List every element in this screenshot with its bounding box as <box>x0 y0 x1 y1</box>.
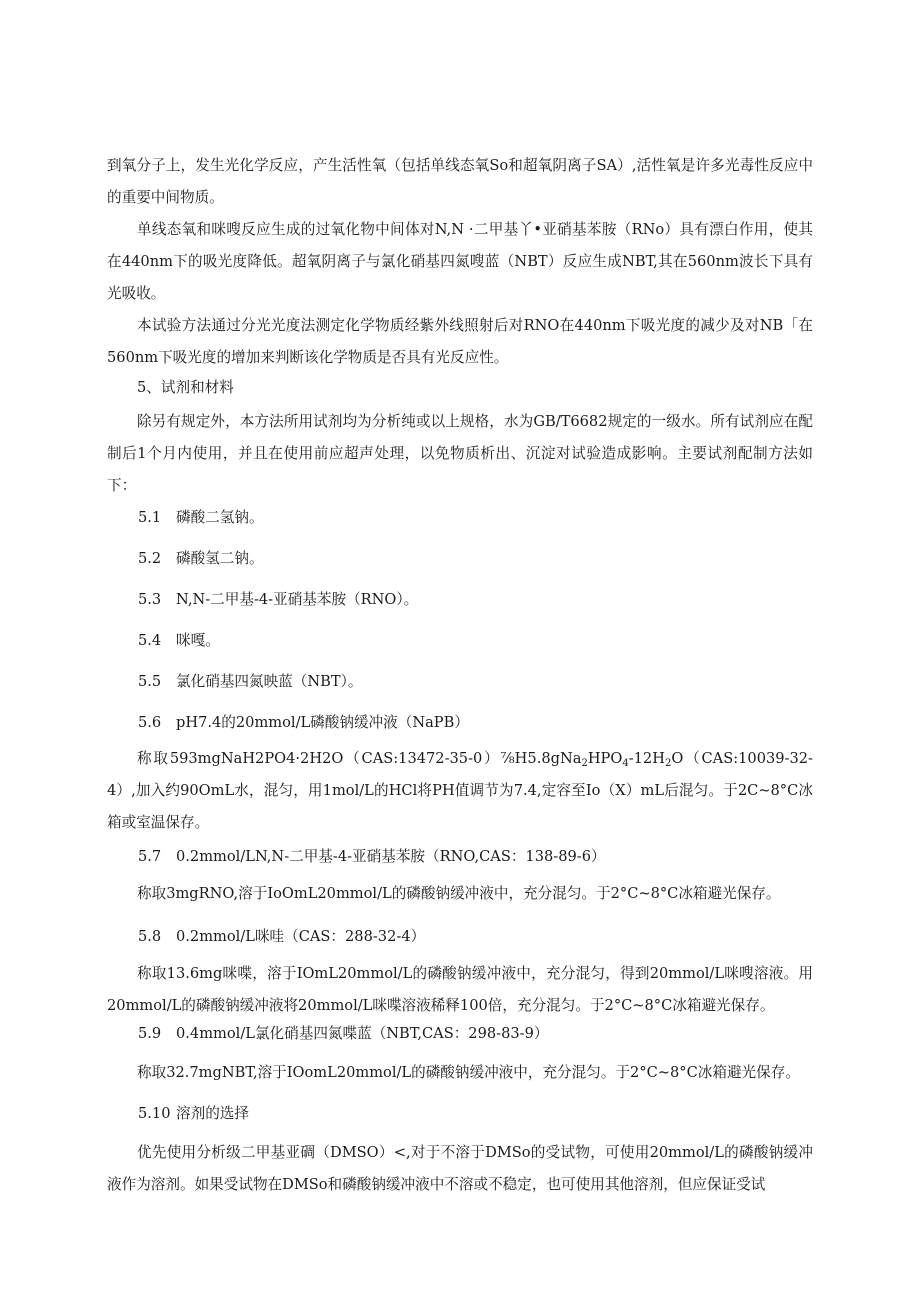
paragraph-reactive-oxygen: 到氧分子上，发生光化学反应，产生活性氧（包括单线态氧So和超氧阴离子SA）,活性氧是许多光毒性反应中的重要中间物质。 <box>107 157 813 206</box>
list-item-5-7 <box>138 841 818 873</box>
paragraph-method-principle: 本试验方法通过分光光度法测定化学物质经紫外线照射后对RNO在440nm下吸光度的减少及对NB「在560nm下吸光度的增加来判断该化学物质是否具有光反应性。 <box>107 317 813 366</box>
item-number: 5.8 <box>138 928 162 945</box>
list-item-5-6 <box>138 707 818 739</box>
item-number: 5.7 <box>138 848 162 865</box>
item-text: 0.4mmol/L氯化硝基四氮喋蓝（NBT,CAS：298-83-9） <box>176 1025 549 1042</box>
paragraph-nbt-preparation: 称取32.7mgNBT,溶于IOomL20mmol/L的磷酸钠缓冲液中，充分混匀。于2°C~8°C冰箱避光保存。 <box>137 1064 800 1081</box>
napb-sub-2: 4 <box>622 758 629 769</box>
item-text: N,N-二甲基-4-亚硝基苯胺（RNO）。 <box>176 591 419 608</box>
item-text: 溶剂的选择 <box>176 1105 249 1122</box>
paragraph-imidazole-preparation: 称取13.6mg咪喋，溶于IOmL20mmol/L的磷酸钠缓冲液中，充分混匀，得到20mmol/L咪嗖溶液。用20mmol/L的磷酸钠缓冲液将20mmol/L咪喋溶液稀释100倍，充分混匀。于2°C~8°C冰箱避光保存。 <box>107 965 813 1014</box>
list-item-5-4 <box>138 625 818 657</box>
section-heading-reagents: 5、试剂和材料 <box>137 379 234 396</box>
item-number: 5.4 <box>138 632 162 649</box>
item-number: 5.10 <box>138 1105 171 1122</box>
napb-text-2: HPO <box>587 750 623 767</box>
item-number: 5.9 <box>138 1025 162 1042</box>
list-item-5-9 <box>138 1018 818 1050</box>
item-number: 5.1 <box>138 509 162 526</box>
item-number: 5.5 <box>138 673 162 690</box>
item-text: 0.2mmol/LN,N-二甲基-4-亚硝基苯胺（RNO,CAS：138-89-6） <box>176 848 606 865</box>
list-item-5-5 <box>138 666 818 698</box>
list-item-5-8 <box>138 921 818 953</box>
napb-text-3: -12H <box>628 750 665 767</box>
item-text: 磷酸二氢钠。 <box>176 509 264 526</box>
item-number: 5.2 <box>138 550 162 567</box>
item-text: 0.2mmol/L咪哇（CAS：288-32-4） <box>176 928 426 945</box>
list-item-5-2 <box>138 543 818 575</box>
item-text: 磷酸氢二钠。 <box>176 550 264 567</box>
napb-sub-3: 2 <box>664 758 672 769</box>
paragraph-reagent-requirements: 除另有规定外，本方法所用试剂均为分析纯或以上规格，水为GB/T6682规定的一级水。所有试剂应在配制后1个月内使用，并且在使用前应超声处理，以免物质析出、沉淀对试验造成影响。主要试剂配制方法如下： <box>107 413 813 494</box>
napb-text-4: O（CAS:10039-32-4）,加入约90OmL水，混匀，用1mol/L的HCl将PH值调节为7.4,定容至Io（X）mL后混匀。于2C~8°C冰箱或室温保存。 <box>107 750 813 831</box>
item-text: pH7.4的20mmol/L磷酸钠缓冲液（NaPB） <box>176 714 469 731</box>
item-text: 咪嘎。 <box>176 632 220 649</box>
list-item-5-10 <box>138 1098 818 1130</box>
napb-sub-1: 2 <box>581 758 588 769</box>
napb-text-1: 称取593mgNaH2PO4·2H2O（CAS:13472-35-0）⅞H5.8gNa <box>137 750 582 767</box>
paragraph-rno-preparation: 称取3mgRNO,溶于IoOmL20mmol/L的磷酸钠缓冲液中，充分混匀。于2°C~8°C冰箱避光保存。 <box>137 885 781 902</box>
item-number: 5.3 <box>138 591 162 608</box>
paragraph-solvent-selection: 优先使用分析级二甲基亚碉（DMSO）<,对于不溶于DMSo的受试物，可使用20mmol/L的磷酸钠缓冲液作为溶剂。如果受试物在DMSo和磷酸钠缓冲液中不溶或不稳定，也可使用其他溶剂，但应保证受试 <box>107 1144 813 1193</box>
list-item-5-1 <box>138 502 818 534</box>
list-item-5-3 <box>138 584 818 616</box>
paragraph-rno-bleaching: 单线态氧和咪嗖反应生成的过氧化物中间体对N,N ·二甲基丫•亚硝基苯胺（RNo）具有漂白作用，使其在440nm下的吸光度降低。超氧阴离子与氯化硝基四氮嗖蓝（NBT）反应生成NBT,其在560nm波长下具有光吸收。 <box>107 221 813 302</box>
item-text: 氯化硝基四氮映蓝（NBT）。 <box>176 673 363 690</box>
paragraph-napb-preparation <box>107 743 813 839</box>
item-number: 5.6 <box>138 714 162 731</box>
